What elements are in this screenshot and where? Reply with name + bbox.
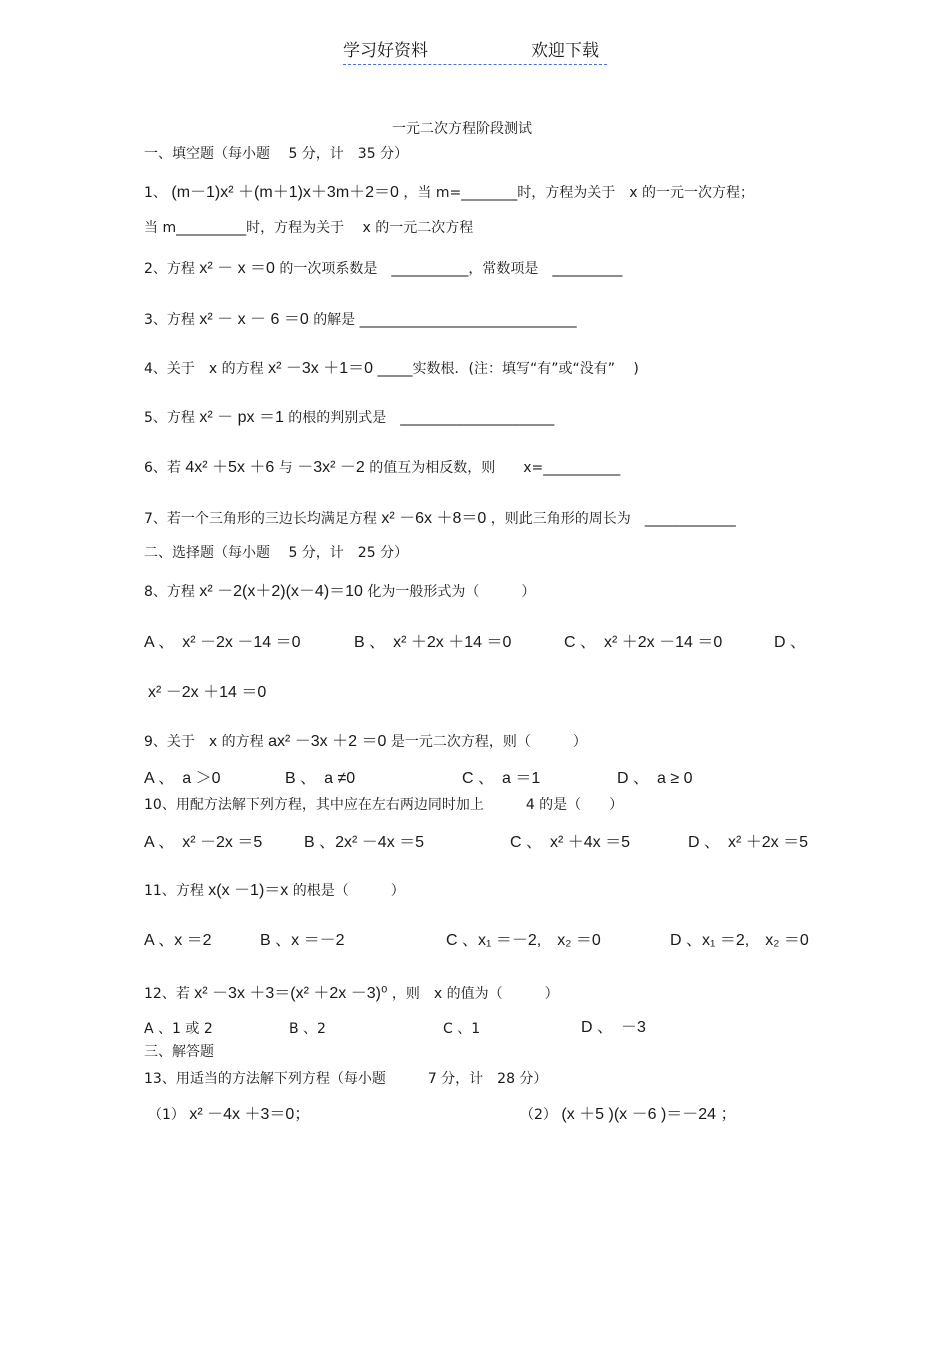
q11-option-a[interactable]: A 、x ＝2 bbox=[144, 932, 212, 949]
page-header bbox=[343, 40, 607, 65]
q8-text: 化为一般形式为（ ） bbox=[367, 584, 536, 600]
q10-option-d[interactable]: D 、 x² ＋2x ＝5 bbox=[688, 834, 809, 851]
q12-option-c[interactable]: C 、1 bbox=[443, 1021, 481, 1037]
q4-equation: x² －3x ＋1＝0 bbox=[268, 360, 374, 377]
q8-option-a[interactable]: A 、 x² －2x －14 ＝0 bbox=[144, 634, 301, 651]
q8-option-d[interactable]: D 、 bbox=[774, 634, 807, 651]
header-right-text: 欢迎下载 bbox=[531, 41, 599, 61]
question-8 bbox=[144, 583, 535, 601]
q1-number: 1、 bbox=[144, 185, 167, 201]
question-1-part-2: 当 m__________时，方程为关于 x 的一元二次方程 bbox=[144, 220, 474, 236]
q11-option-c[interactable]: C 、x₁ ＝－2, x₂ ＝0 bbox=[446, 932, 601, 949]
q2-label: 2、方程 bbox=[144, 261, 195, 277]
question-10: 10、用配方法解下列方程，其中应在左右两边同时加上 4 的是（ ） bbox=[144, 797, 624, 813]
question-9 bbox=[144, 733, 587, 751]
q6-expression-2: －3x² －2 bbox=[297, 459, 365, 476]
question-7 bbox=[144, 510, 736, 528]
q5-equation: x² － px ＝1 bbox=[199, 409, 284, 426]
question-2 bbox=[144, 260, 622, 278]
q8-option-d-equation: x² －2x ＋14 ＝0 bbox=[148, 684, 267, 701]
question-4 bbox=[144, 360, 639, 378]
q5-text: 的根的判别式是 ______________________ bbox=[288, 410, 555, 426]
q12-text: ，则 x 的值为（ ） bbox=[391, 986, 559, 1002]
q12-label: 12、若 bbox=[144, 986, 190, 1002]
q5-label: 5、方程 bbox=[144, 410, 195, 426]
question-1 bbox=[144, 184, 754, 202]
q12-option-d[interactable]: D 、 －3 bbox=[581, 1019, 646, 1036]
q8-label: 8、方程 bbox=[144, 584, 195, 600]
q12-option-a[interactable]: A 、1 或 2 bbox=[144, 1021, 213, 1037]
q8-equation: x² －2(x＋2)(x－4)＝10 bbox=[199, 583, 363, 600]
q6-connector: 与 bbox=[278, 460, 293, 476]
q6-text: 的值互为相反数，则 x=___________ bbox=[369, 460, 621, 476]
q9-text: 是一元二次方程，则（ ） bbox=[390, 734, 587, 750]
q1-equation: (m－1)x² ＋(m＋1)x＋3m＋2＝0 bbox=[171, 184, 399, 201]
q9-label: 9、关于 x 的方程 bbox=[144, 734, 264, 750]
q2-equation: x² － x ＝0 bbox=[199, 260, 275, 277]
q9-option-b[interactable]: B 、 a ≠0 bbox=[285, 770, 356, 787]
q3-text: 的解是 _______________________________ bbox=[313, 312, 577, 328]
q9-equation: ax² －3x ＋2 ＝0 bbox=[268, 733, 387, 750]
question-6 bbox=[144, 459, 620, 477]
q12-equation: x² －3x ＋3＝(x² ＋2x －3)⁰ bbox=[194, 985, 388, 1002]
q8-option-c[interactable]: C 、 x² ＋2x －14 ＝0 bbox=[564, 634, 723, 651]
q6-expression-1: 4x² ＋5x ＋6 bbox=[185, 459, 275, 476]
q8-option-b[interactable]: B 、 x² ＋2x ＋14 ＝0 bbox=[354, 634, 512, 651]
q11-equation: x(x －1)＝x bbox=[208, 882, 289, 899]
q3-label: 3、方程 bbox=[144, 312, 195, 328]
q9-option-a[interactable]: A 、 a ＞0 bbox=[144, 770, 221, 787]
q13-2-equation: (x ＋5 )(x －6 )＝－24 ； bbox=[561, 1106, 737, 1123]
section-fill-blank: 一、填空题（每小题 5 分，计 35 分） bbox=[144, 146, 409, 162]
q4-label: 4、关于 x 的方程 bbox=[144, 361, 264, 377]
header-left-text: 学习好资料 bbox=[343, 41, 428, 61]
q7-text: ，则此三角形的周长为 _____________ bbox=[490, 511, 736, 527]
q3-equation: x² － x － 6 ＝0 bbox=[199, 311, 309, 328]
q7-equation: x² －6x ＋8＝0 bbox=[381, 510, 487, 527]
question-3 bbox=[144, 311, 577, 329]
q12-option-b[interactable]: B 、2 bbox=[289, 1021, 326, 1037]
q11-text: 的根是（ ） bbox=[292, 883, 405, 899]
q10-option-b[interactable]: B 、2x² －4x ＝5 bbox=[304, 834, 425, 851]
page-title: 一元二次方程阶段测试 bbox=[392, 121, 532, 137]
q7-label: 7、若一个三角形的三边长均满足方程 bbox=[144, 511, 377, 527]
q13-1-equation: x² －4x ＋3＝0； bbox=[189, 1106, 311, 1123]
q1-text: ，当 m=________时，方程为关于 x 的一元一次方程； bbox=[403, 185, 754, 201]
section-multiple-choice: 二、选择题（每小题 5 分，计 25 分） bbox=[144, 545, 409, 561]
q13-part-1 bbox=[148, 1106, 310, 1124]
q11-label: 11、方程 bbox=[144, 883, 204, 899]
q2-text: 的一次项系数是 ___________，常数项是 __________ bbox=[279, 261, 623, 277]
q11-option-d[interactable]: D 、x₁ ＝2, x₂ ＝0 bbox=[670, 932, 809, 949]
question-12 bbox=[144, 985, 559, 1003]
question-11 bbox=[144, 882, 405, 900]
q13-1-label: （1） bbox=[148, 1107, 185, 1123]
q4-text: _____实数根．(注：填写“有”或“没有” ) bbox=[377, 361, 639, 377]
q6-label: 6、若 bbox=[144, 460, 181, 476]
q9-option-c[interactable]: C 、 a ＝1 bbox=[462, 770, 541, 787]
question-13: 13、用适当的方法解下列方程（每小题 7 分，计 28 分） bbox=[144, 1071, 548, 1087]
question-5 bbox=[144, 409, 554, 427]
q10-option-c[interactable]: C 、 x² ＋4x ＝5 bbox=[510, 834, 631, 851]
q9-option-d[interactable]: D 、 a ≥ 0 bbox=[617, 770, 693, 787]
q11-option-b[interactable]: B 、x ＝－2 bbox=[260, 932, 345, 949]
q13-2-label: （2） bbox=[520, 1107, 557, 1123]
section-solve: 三、解答题 bbox=[144, 1044, 214, 1060]
q13-part-2 bbox=[520, 1106, 737, 1124]
q10-option-a[interactable]: A 、 x² －2x ＝5 bbox=[144, 834, 263, 851]
